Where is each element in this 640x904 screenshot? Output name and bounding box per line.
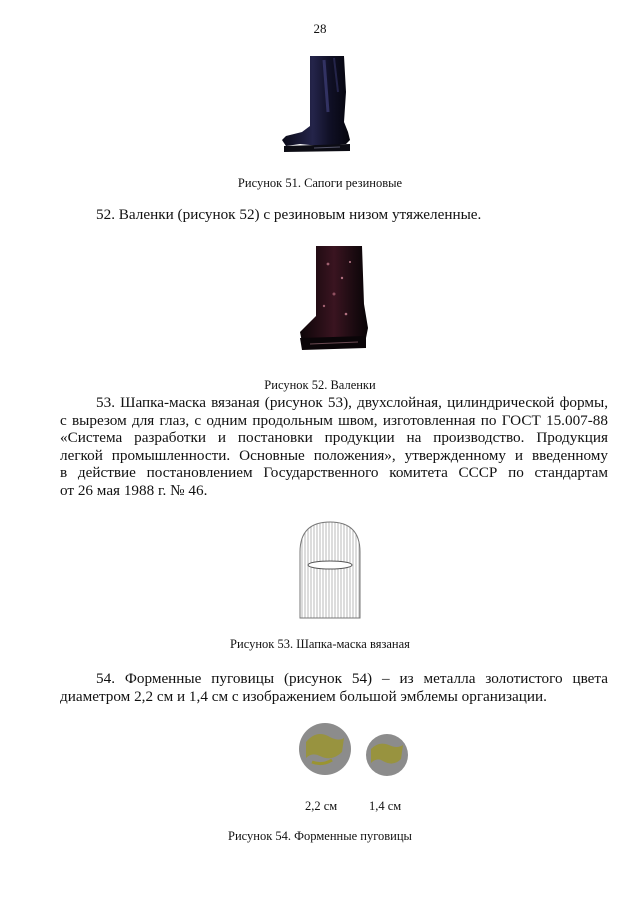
button-large-size-label: 2,2 см bbox=[305, 799, 338, 813]
item-53-line-4: легкой промышленности. Основные положения», утвержденному и введенному bbox=[60, 446, 608, 464]
button-small-image bbox=[365, 733, 409, 777]
button-small-size-label: 1,4 см bbox=[369, 799, 402, 813]
item-54-line-1: 54. Форменные пуговицы (рисунок 54) – из металла золотистого цвета bbox=[96, 670, 608, 687]
valenki-image bbox=[298, 244, 370, 352]
item-53-line-5: в действие постановлением Государственного комитета СССР по стандартам bbox=[60, 464, 608, 482]
rubber-boot-image bbox=[280, 52, 360, 156]
item-52-text: 52. Валенки (рисунок 52) с резиновым низом утяжеленные. bbox=[96, 206, 482, 223]
figure-52-caption: Рисунок 52. Валенки bbox=[264, 378, 376, 392]
figure-54-caption: Рисунок 54. Форменные пуговицы bbox=[228, 829, 412, 843]
figure-51-caption: Рисунок 51. Сапоги резиновые bbox=[237, 176, 403, 190]
item-53-line-1: 53. Шапка-маска вязаная (рисунок 53), двухслойная, цилиндрической формы, bbox=[96, 394, 608, 411]
page-number: 28 bbox=[313, 21, 327, 36]
item-53-line-2: с вырезом для глаз, с одним продольным швом, изготовленная по ГОСТ 15.007-88 bbox=[60, 411, 608, 429]
item-54-line-2: диаметром 2,2 см и 1,4 см с изображением большой эмблемы организации. bbox=[60, 687, 547, 705]
item-54-text bbox=[60, 670, 608, 705]
figure-53-caption: Рисунок 53. Шапка-маска вязаная bbox=[230, 637, 410, 651]
item-53-text bbox=[60, 394, 608, 500]
balaclava-image bbox=[298, 520, 362, 620]
item-53-line-6: от 26 мая 1988 г. № 46. bbox=[60, 481, 208, 499]
button-large-image bbox=[298, 722, 352, 776]
item-53-line-3: «Система разработки и постановки продукции на производство. Продукция bbox=[60, 429, 608, 447]
